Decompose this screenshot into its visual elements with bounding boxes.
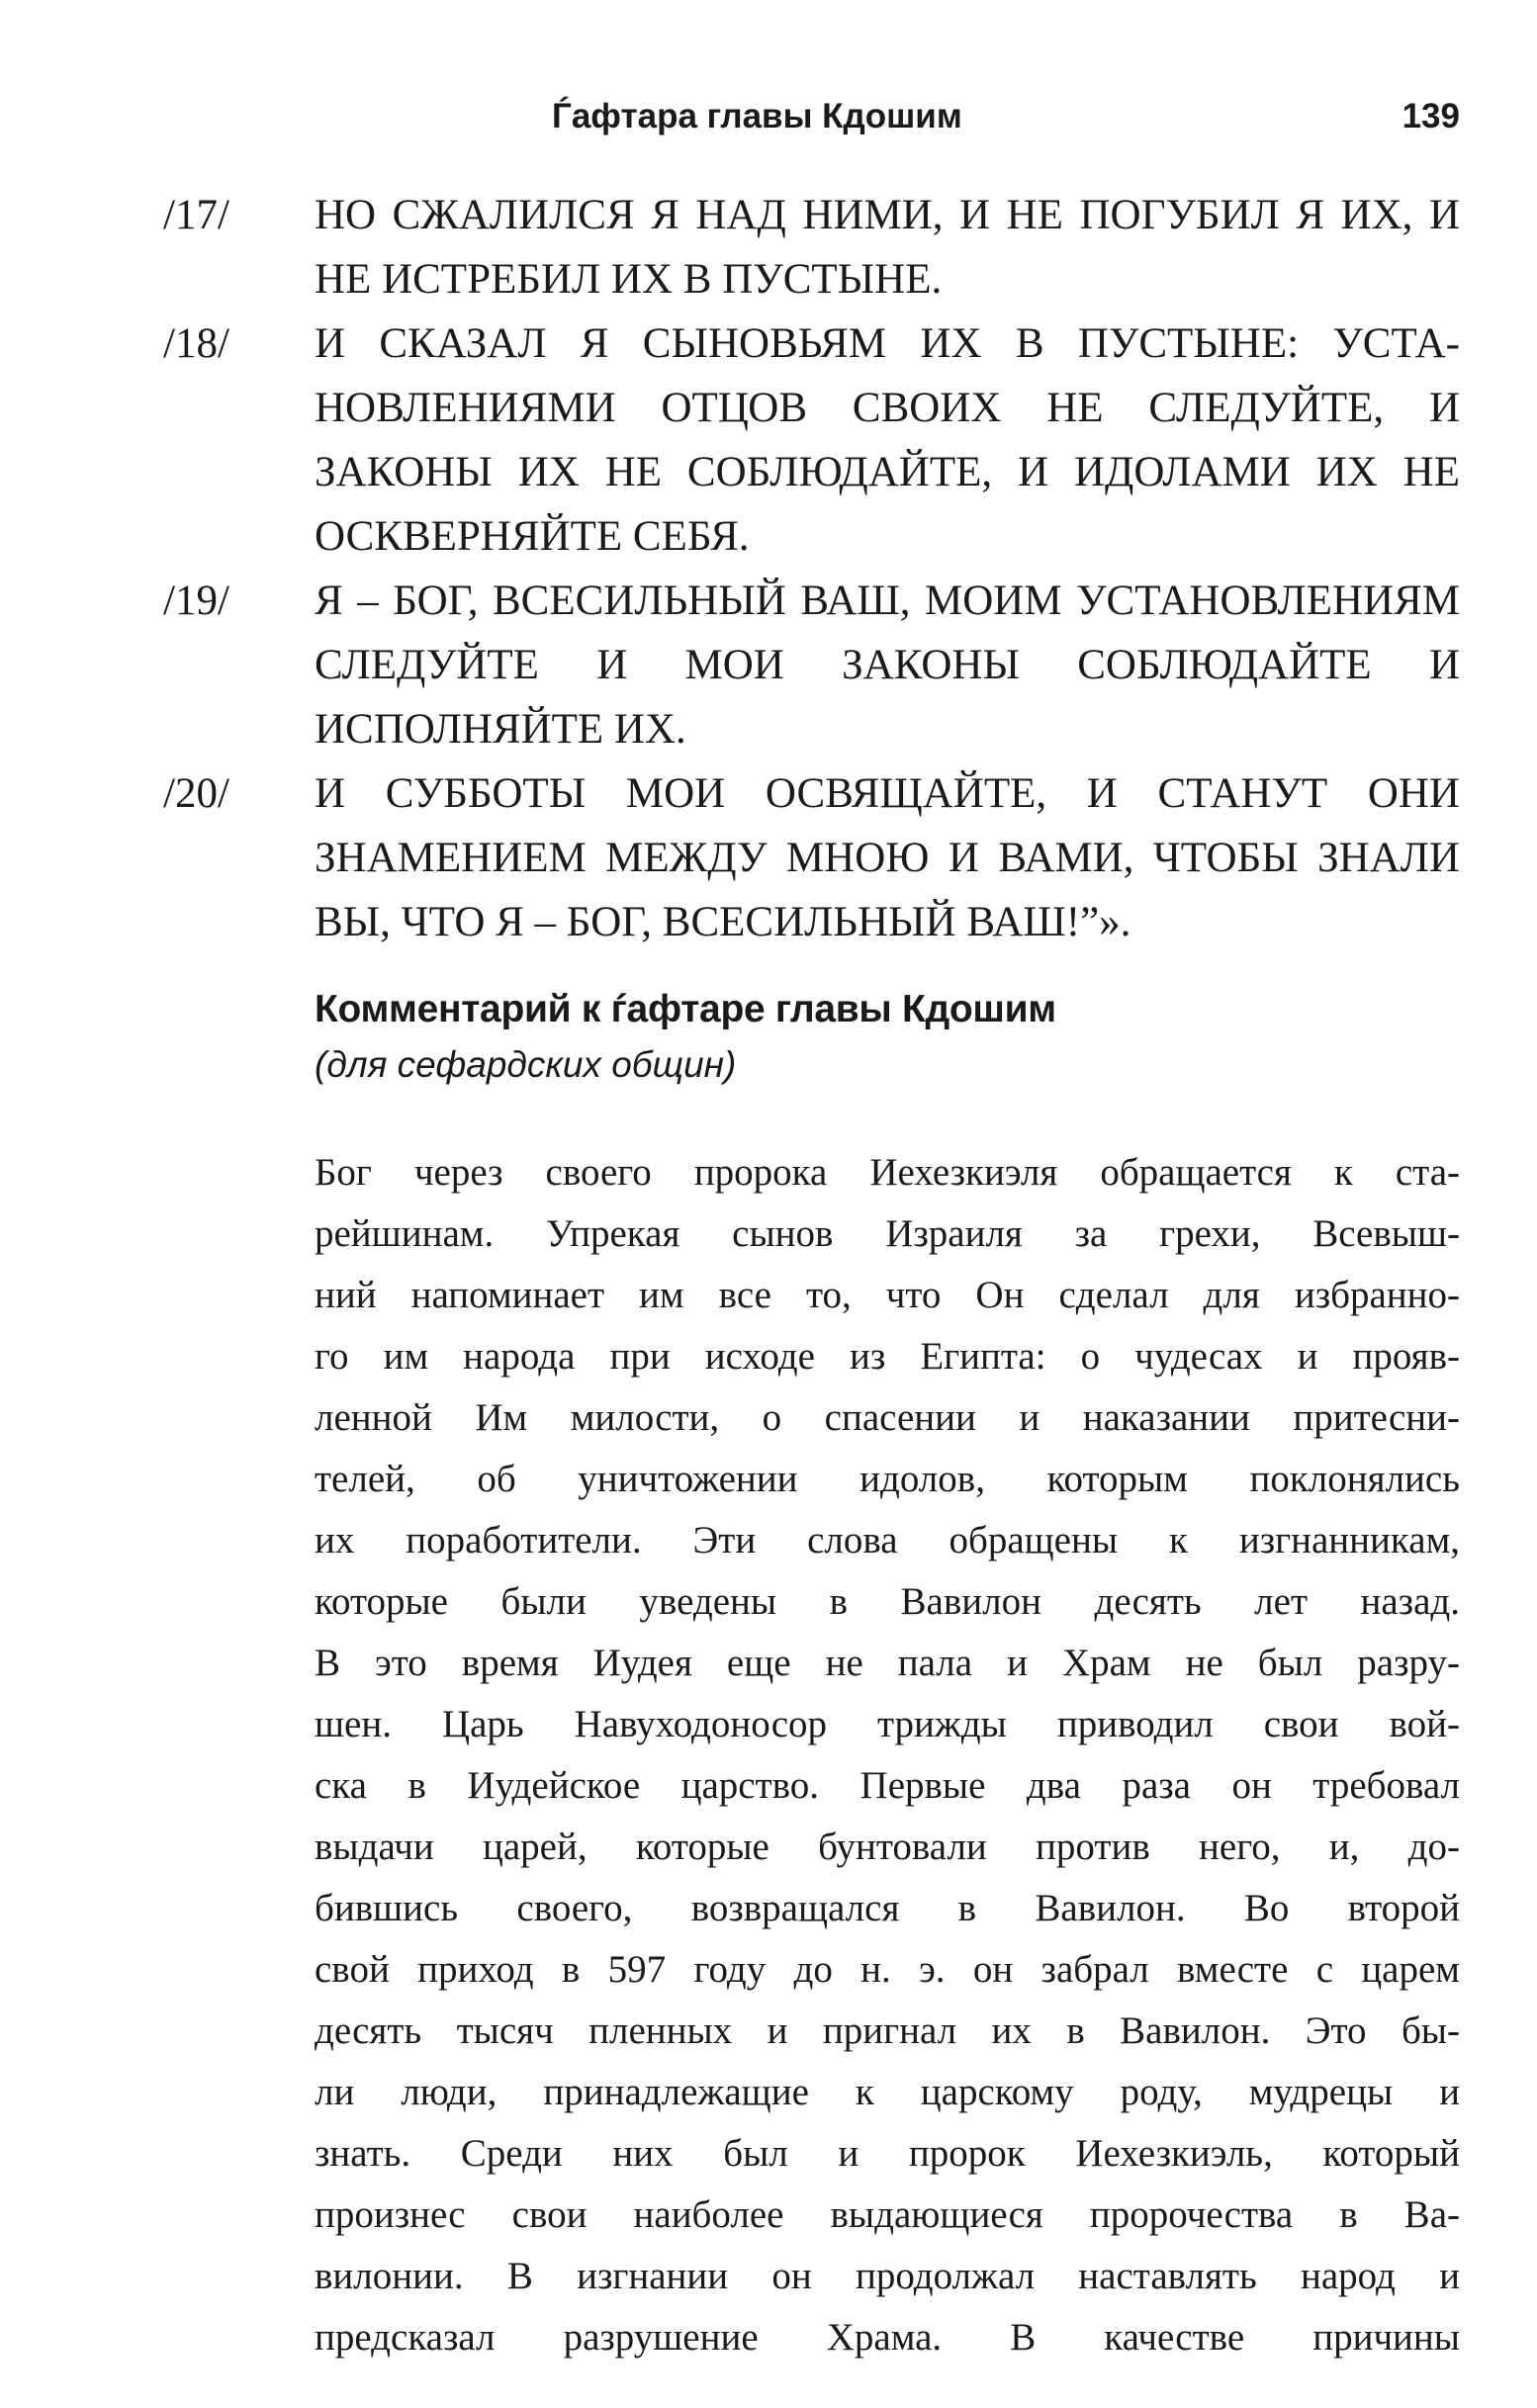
- verse-20: [163, 761, 1460, 954]
- text-line: вилонии. В изгнании он продолжал наставлять народ и: [315, 2255, 1460, 2297]
- verse-number: /18/: [163, 320, 229, 367]
- verse-text: НО СЖАЛИЛСЯ Я НАД НИМИ, И НЕ ПОГУБИЛ Я ИХ, И НЕ ИСТРЕБИЛ ИХ В ПУСТЫНЕ.: [315, 192, 1460, 303]
- verse-text: И СУББОТЫ МОИ ОСВЯЩАЙТЕ, И СТАНУТ ОНИ ЗНАМЕНИЕМ МЕЖДУ МНОЮ И ВАМИ, ЧТОБЫ ЗНАЛИ ВЫ, ЧТО Я – БОГ, ВСЕСИЛЬНЫЙ ВАШ!”».: [315, 770, 1460, 945]
- text-line: знать. Среди них был и пророк Иехезкиэль, который: [315, 2132, 1460, 2175]
- verse-number: /17/: [163, 192, 229, 238]
- commentary-title: Комментарий к ѓафтаре главы Кдошим: [315, 988, 1056, 1030]
- verse-18: [163, 312, 1460, 569]
- text-line: десять тысяч пленных и пригнал их в Вавилон. Это бы-: [315, 2009, 1460, 2052]
- text-line: телей, об уничтожении идолов, которым поклонялись: [315, 1458, 1460, 1500]
- verse-text: Я – БОГ, ВСЕСИЛЬНЫЙ ВАШ, МОИМ УСТАНОВЛЕНИЯМ СЛЕДУЙТЕ И МОИ ЗАКОНЫ СОБЛЮДАЙТЕ И ИСПОЛНЯЙТЕ ИХ.: [315, 578, 1460, 753]
- text-line: ленной Им милости, о спасении и наказании притесни-: [315, 1396, 1460, 1439]
- verse-list: [163, 183, 1460, 954]
- text-line: рейшинам. Упрекая сынов Израиля за грехи, Всевыш-: [315, 1212, 1460, 1255]
- text-line: В это время Иудея еще не пала и Храм не был разру-: [315, 1642, 1460, 1684]
- verse-number: /19/: [163, 578, 229, 624]
- text-line: ска в Иудейское царство. Первые два раза он требовал: [315, 1764, 1460, 1807]
- commentary-subtitle: (для сефардских общин): [315, 1044, 737, 1085]
- page-number: 139: [1401, 97, 1460, 135]
- text-line: шен. Царь Навуходоносор трижды приводил свои вой-: [315, 1703, 1460, 1745]
- text-line: ли люди, принадлежащие к царскому роду, мудрецы и: [315, 2071, 1460, 2113]
- text-line: го им народа при исходе из Египта: о чудесах и прояв-: [315, 1335, 1460, 1378]
- text-line: ний напоминает им все то, что Он сделал для избранно-: [315, 1274, 1460, 1316]
- commentary-heading: [315, 982, 1460, 1093]
- running-head-title: Ѓафтара главы Кдошим: [552, 97, 962, 135]
- running-head: [315, 87, 1460, 146]
- text-line: их поработители. Эти слова обращены к изгнанникам,: [315, 1519, 1460, 1561]
- text-line: свой приход в 597 году до н. э. он забрал вместе с царем: [315, 1948, 1460, 1991]
- text-line: произнес свои наиболее выдающиеся пророчества в Ва-: [315, 2193, 1460, 2236]
- verse-text: И СКАЗАЛ Я СЫНОВЬЯМ ИХ В ПУСТЫНЕ: УСТАНОВЛЕНИЯМИ ОТЦОВ СВОИХ НЕ СЛЕДУЙТЕ, И ЗАКОНЫ ИХ НЕ СОБЛЮДАЙТЕ, И ИДОЛАМИ ИХ НЕ ОСКВЕРНЯЙТЕ СЕБЯ.: [315, 320, 1460, 560]
- text-line: бившись своего, возвращался в Вавилон. Во второй: [315, 1887, 1460, 1929]
- commentary-body: [315, 1142, 1460, 2368]
- verse-17: [163, 183, 1460, 312]
- text-line: предсказал разрушение Храма. В качестве причины: [315, 2316, 1460, 2359]
- verse-number: /20/: [163, 770, 229, 817]
- text-line: выдачи царей, которые бунтовали против него, и, до-: [315, 1826, 1460, 1868]
- verse-19: [163, 569, 1460, 761]
- text-line: которые были уведены в Вавилон десять лет назад.: [315, 1580, 1460, 1623]
- text-line: Бог через своего пророка Иехезкиэля обращается к ста-: [315, 1151, 1460, 1194]
